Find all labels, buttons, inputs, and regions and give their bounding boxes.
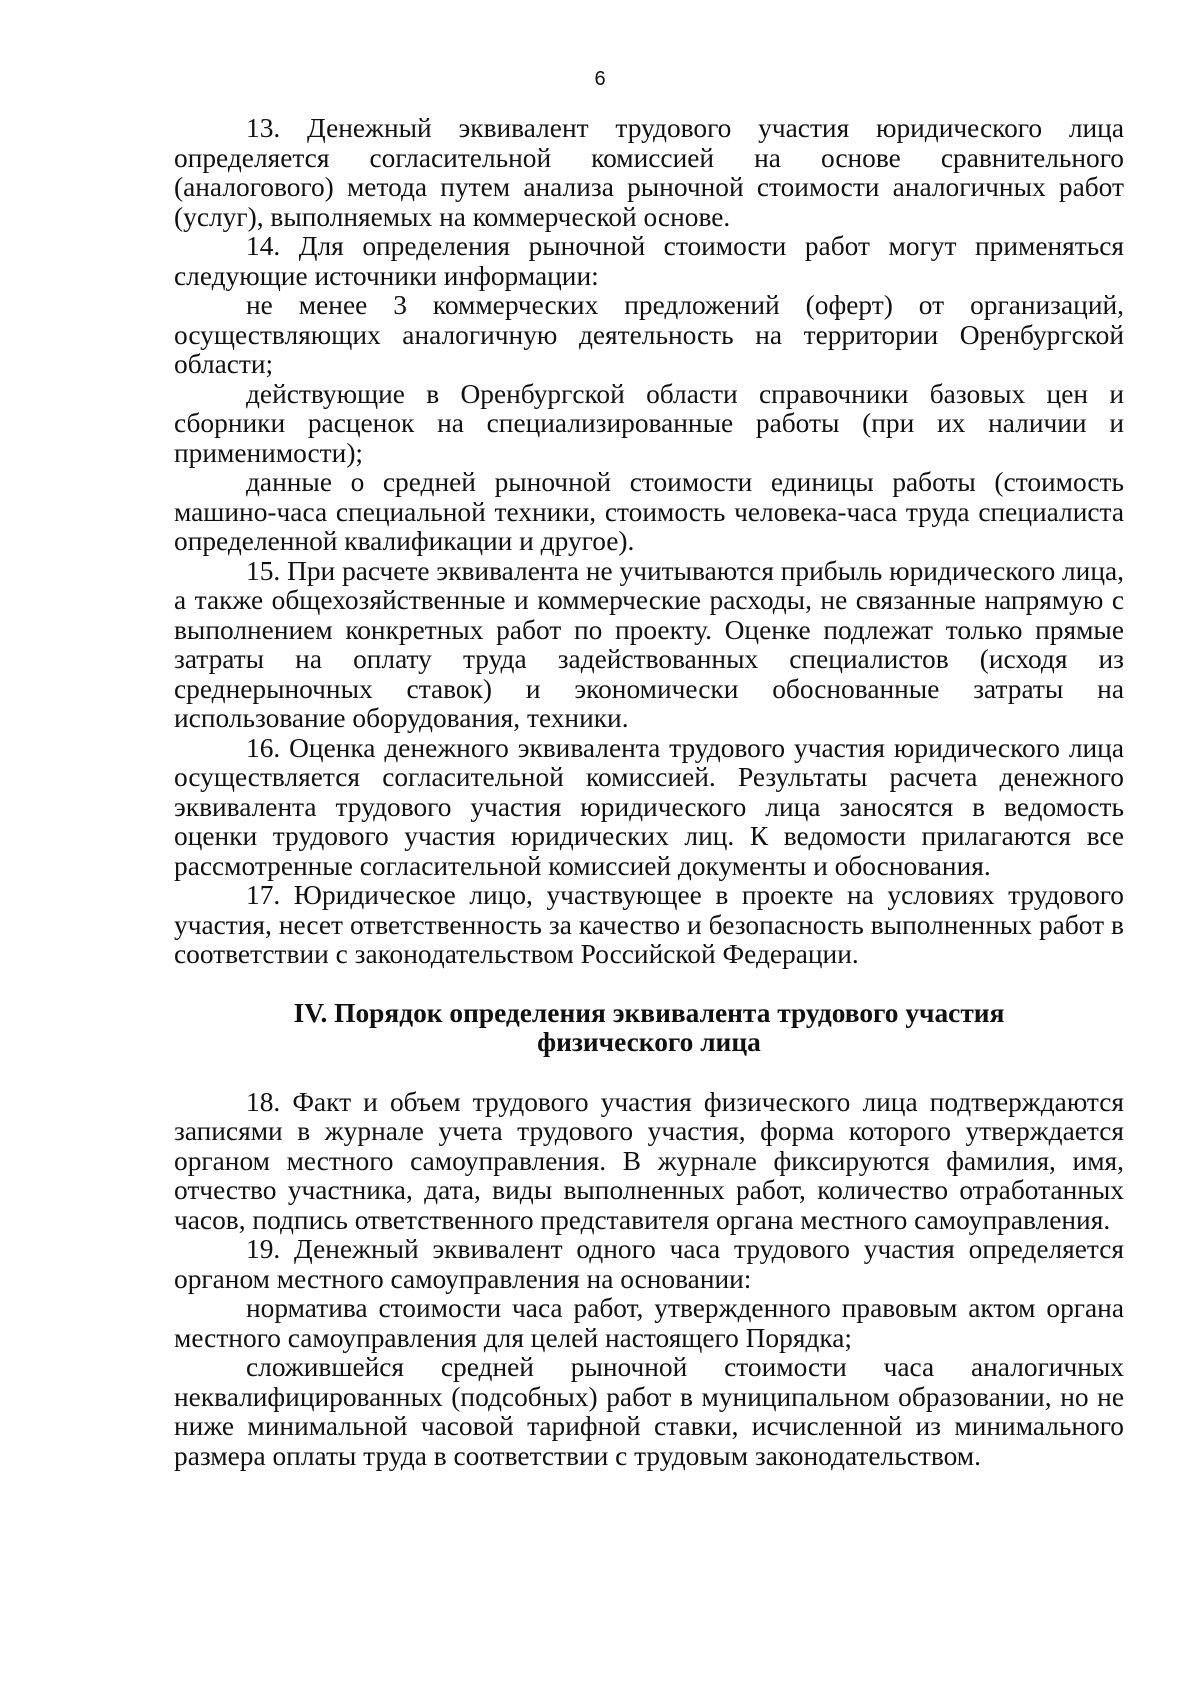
paragraph-17: 17. Юридическое лицо, участвующее в проекте на условиях трудового участия, несет ответственность за качество и безопасность выполненных работ в соответствии с законодательством Российской Федерации. <box>174 880 1124 969</box>
paragraph-14-source-market-data: данные о средней рыночной стоимости единицы работы (стоимость машино-часа специальной техники, стоимость человека-часа труда специалиста определенной квалификации и другое). <box>174 467 1124 556</box>
section-heading-line-2: физического лица <box>537 1027 761 1057</box>
paragraph-19: 19. Денежный эквивалент одного часа трудового участия определяется органом местного самоуправления на основании: <box>174 1234 1124 1294</box>
paragraph-19-market-rate: сложившейся средней рыночной стоимости часа аналогичных неквалифицированных (подсобных) работ в муниципальном образовании, но не ниже минимальной часовой тарифной ставки, исчисленной из минимального размера оплаты труда в соответствии с трудовым законодательством. <box>174 1352 1124 1471</box>
paragraph-15: 15. При расчете эквивалента не учитываются прибыль юридического лица, а также общехозяйственные и коммерческие расходы, не связанные напрямую с выполнением конкретных работ по проекту. Оценке подлежат только прямые затраты на оплату труда задействованных специалистов (исходя из среднерыночных ставок) и экономически обоснованные затраты на использование оборудования, техники. <box>174 555 1124 733</box>
section-heading <box>174 999 1124 1058</box>
page-number: 6 <box>594 68 606 90</box>
paragraph-16: 16. Оценка денежного эквивалента трудового участия юридического лица осуществляется согласительной комиссией. Результаты расчета денежного эквивалента трудового участия юридического лица заносятся в ведомость оценки трудового участия юридических лиц. К ведомости прилагаются все рассмотренные согласительной комиссией документы и обоснования. <box>174 732 1124 881</box>
paragraph-14-source-price-books: действующие в Оренбургской области справочники базовых цен и сборники расценок на специализированные работы (при их наличии и применимости); <box>174 378 1124 468</box>
paragraph-18: 18. Факт и объем трудового участия физического лица подтверждаются записями в журнале учета трудового участия, форма которого утверждается органом местного самоуправления. В журнале фиксируются фамилия, имя, отчество участника, дата, виды выполненных работ, количество отработанных часов, подпись ответственного представителя органа местного самоуправления. <box>174 1086 1124 1235</box>
section-heading-line-1: IV. Порядок определения эквивалента трудового участия <box>293 997 1005 1028</box>
paragraph-14: 14. Для определения рыночной стоимости работ могут применяться следующие источники информации: <box>174 231 1124 291</box>
paragraph-13: 13. Денежный эквивалент трудового участия юридического лица определяется согласительной комиссией на основе сравнительного (аналогового) метода путем анализа рыночной стоимости аналогичных работ (услуг), выполняемых на коммерческой основе. <box>174 113 1124 232</box>
paragraph-14-source-offers: не менее 3 коммерческих предложений (оферт) от организаций, осуществляющих аналогичную деятельность на территории Оренбургской области; <box>174 290 1124 379</box>
paragraph-19-norm: норматива стоимости часа работ, утвержденного правовым актом органа местного самоуправления для целей настоящего Порядка; <box>174 1293 1124 1353</box>
document-body <box>174 114 1124 1471</box>
